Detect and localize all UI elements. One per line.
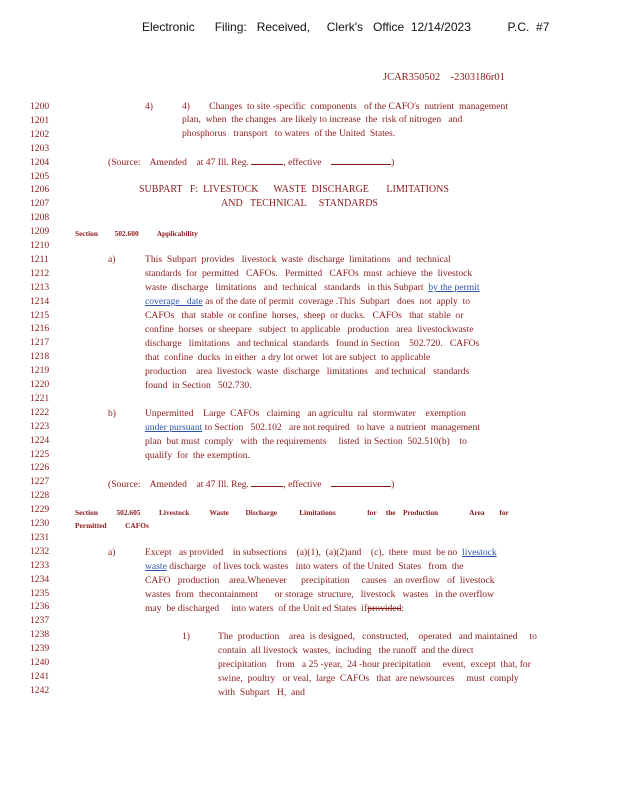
blank-reg <box>251 156 283 165</box>
line-number: 1225 <box>30 448 50 460</box>
line-number: 1212 <box>30 267 50 279</box>
line-number: 1232 <box>30 545 50 557</box>
line-number: 1224 <box>30 434 50 446</box>
line-number: 1203 <box>30 142 50 154</box>
line-number: 1220 <box>30 379 50 390</box>
line-number: 1200 <box>30 101 50 112</box>
text-line-1238: The production area is designed, constructed, operated and maintained to <box>218 631 537 642</box>
line-number: 1202 <box>30 128 50 140</box>
line-number: 1205 <box>30 170 50 182</box>
document-id: JCAR350502 -2303186r01 <box>383 72 505 83</box>
line-number: 1204 <box>30 156 50 168</box>
text-line-1242: with Subpart H, and <box>218 687 305 698</box>
line-number: 1234 <box>30 573 50 585</box>
text-line-1233 <box>145 561 463 572</box>
filing-header: Electronic Filing: Received, Clerk's Office 12/14/2023 P.C. #7 <box>142 20 550 34</box>
section-heading-502-605: Section 502.605 Livestock Waste Discharge Limitations for the Production Area for <box>75 508 509 517</box>
text-line-1211: This Subpart provides livestock waste discharge limitations and technical <box>145 254 451 265</box>
text-line-1234: CAFO production area.Whenever precipitation causes an overflow of livestock <box>145 575 495 586</box>
text-span: may be discharged into waters of the Unit ed States if <box>145 603 368 614</box>
close-paren: ) <box>391 479 395 490</box>
text-line-1224: plan but must comply with the requirements listed in Section 502.510(b) to <box>145 436 467 447</box>
line-number: 1213 <box>30 281 50 293</box>
source-note-2 <box>108 478 394 490</box>
text-line-1223 <box>145 422 480 433</box>
text-line-1214 <box>145 296 470 307</box>
text-line-1232 <box>145 547 497 558</box>
section-heading-502-600: Section 502.600 Applicability <box>75 229 198 238</box>
line-number: 1215 <box>30 309 50 321</box>
line-number: 1235 <box>30 587 50 599</box>
text-line-1215: CAFOs that stable or confine horses, sheep or ducks. CAFOs that stable or <box>145 310 464 321</box>
text-line-1241: swine, poultry or veal, large CAFOs that are newsources must comply <box>218 673 519 684</box>
text-line-1200: 4) Changes to site -specific components of the CAFO's nutrient management <box>182 101 508 112</box>
line-number: 1210 <box>30 240 50 251</box>
text-line-1240: precipitation from a 25 -year, 24 -hour precipitation event, except that, for <box>218 659 531 670</box>
source-text: (Source: Amended at 47 Ill. Reg. <box>108 157 249 168</box>
text-line-1201: plan, when the changes are likely to increase the risk of nitrogen and <box>182 114 463 125</box>
line-number: 1242 <box>30 684 50 696</box>
text-line-1216: confine horses or sheepare subject to applicable production area livestockwaste <box>145 324 474 335</box>
section-heading-502-605-cont: Permitted CAFOs <box>75 521 149 530</box>
close-paren: ) <box>391 157 395 168</box>
blank-effective <box>331 156 391 165</box>
line-number: 1209 <box>30 226 50 238</box>
text-line-1218: that confine ducks in either a dry lot orwet lot are subject to applicable <box>145 352 431 363</box>
line-number: 1226 <box>30 462 50 474</box>
line-number: 1221 <box>30 392 50 404</box>
line-number: 1237 <box>30 615 50 627</box>
line-number: 1223 <box>30 420 50 432</box>
item-a-label: a) <box>108 254 116 265</box>
line-number: 1211 <box>30 253 49 265</box>
inserted-text: waste <box>145 561 167 572</box>
item-b-label: b) <box>108 408 116 419</box>
text-line-1236 <box>145 603 404 614</box>
line-number: 1241 <box>30 670 50 682</box>
line-number: 1206 <box>30 184 50 196</box>
line-number: 1231 <box>30 531 50 543</box>
source-note-1 <box>108 156 394 168</box>
text-line-1202: phosphorus transport to waters of the United States. <box>182 128 396 139</box>
text-span: to Section 502.102 are not required to have a nutrient management <box>202 422 480 433</box>
line-number: 1201 <box>30 114 50 126</box>
line-number: 1228 <box>30 490 50 502</box>
line-number: 1240 <box>30 657 50 668</box>
inserted-text: livestock <box>462 547 497 558</box>
line-number: 1222 <box>30 406 50 418</box>
blank-effective <box>331 478 391 487</box>
effective-text: , effective <box>283 479 322 490</box>
text-line-1235: wastes from thecontainment or storage structure, livestock wastes in the overflow <box>145 589 495 600</box>
line-number: 1207 <box>30 198 50 210</box>
text-line-1225: qualify for the exemption. <box>145 450 250 461</box>
text-span: discharge of lives tock wastes into waters of the United States from the <box>166 561 464 572</box>
text-line-1220: found in Section 502.730. <box>145 380 252 391</box>
item-a-label-2: a) <box>108 547 116 558</box>
text-line-1222: Unpermitted Large CAFOs claiming an agricultu ral stormwater exemption <box>145 408 466 419</box>
inserted-text: coverage date <box>145 296 203 307</box>
line-number: 1229 <box>30 504 50 516</box>
effective-text: , effective <box>283 157 322 168</box>
item-1-label: 1) <box>182 631 190 642</box>
text-line-1219: production area livestock waste discharge limitations and technical standards <box>145 366 470 377</box>
line-number: 1236 <box>30 601 50 613</box>
subpart-heading: SUBPART F: LIVESTOCK WASTE DISCHARGE LIMITATIONS <box>139 184 449 195</box>
line-number: 1233 <box>30 559 50 571</box>
line-number: 1230 <box>30 518 50 529</box>
blank-reg <box>251 478 283 487</box>
text-span: Except as provided in subsections (a)(1), (a)(2)and (c), there must be no <box>145 547 458 558</box>
line-number: 1214 <box>30 295 50 307</box>
text-line-1213 <box>145 282 479 293</box>
inserted-text: by the permit <box>428 282 480 293</box>
line-number: 1217 <box>30 337 50 349</box>
line-number: 1239 <box>30 643 50 655</box>
subpart-heading-2: AND TECHNICAL STANDARDS <box>221 198 378 209</box>
inserted-text: under pursuant <box>145 422 203 433</box>
text-span: .This Subpart does not apply to <box>335 296 471 307</box>
source-text: (Source: Amended at 47 Ill. Reg. <box>108 479 249 490</box>
text-span: as of the date of permit coverage <box>205 296 334 307</box>
text-line-1212: standards for permitted CAFOs. Permitted CAFOs must achieve the livestock <box>145 268 473 279</box>
text-line-1217: discharge limitations and technical standards found in Section 502.720. CAFOs <box>145 338 480 349</box>
line-number: 1218 <box>30 351 50 363</box>
text-line-1239: contain all livestock wastes, including the runoff and the direct <box>218 645 474 656</box>
deleted-text: provided <box>367 603 402 614</box>
line-number: 1227 <box>30 476 50 488</box>
line-number: 1208 <box>30 212 50 224</box>
text-span: waste discharge limitations and technical standards in this Subpart <box>145 282 424 293</box>
text-span: : <box>401 603 405 614</box>
line-number: 1216 <box>30 323 50 335</box>
item-4-label: 4) <box>145 101 153 112</box>
line-number: 1219 <box>30 365 50 377</box>
line-number: 1238 <box>30 629 50 641</box>
